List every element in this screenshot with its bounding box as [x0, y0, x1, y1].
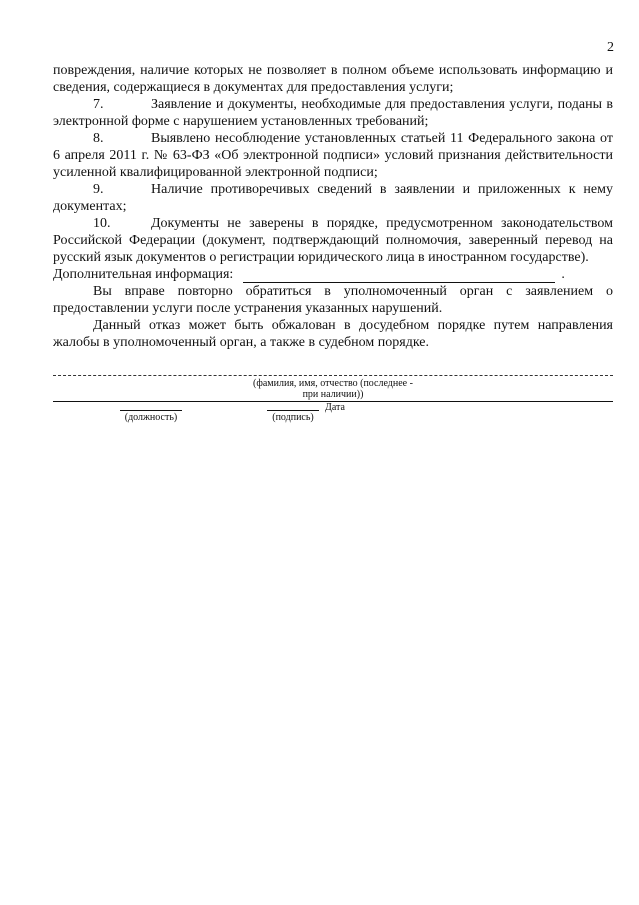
signature-field[interactable]: [265, 410, 321, 423]
item-number: 7.: [93, 97, 104, 112]
item-number: 8.: [93, 131, 104, 146]
additional-info-label: Дополнительная информация:: [53, 267, 234, 282]
item-number: 9.: [93, 182, 104, 197]
position-label: (должность): [124, 412, 178, 423]
item-text: Наличие противоречивых сведений в заявлении и приложенных к нему документах;: [53, 182, 613, 214]
page-number: 2: [607, 40, 614, 55]
document-body: [53, 62, 613, 351]
paragraph-continuation: [53, 62, 613, 96]
signature-row: [53, 402, 613, 426]
date-label: Дата: [325, 402, 345, 413]
list-item-8: [53, 130, 613, 181]
item-number: 10.: [93, 216, 111, 231]
list-item-9: [53, 181, 613, 215]
signature-label: (подпись): [272, 412, 314, 423]
repeat-text: Вы вправе повторно обратиться в уполномоченный орган с заявлением о предоставлении услуги после устранения указанных нарушений.: [53, 284, 613, 316]
item-text: Заявление и документы, необходимые для предоставления услуги, поданы в электронной форме с нарушением установленных требований;: [53, 97, 613, 129]
top-divider: [53, 375, 613, 376]
additional-info: [53, 266, 613, 283]
list-item-7: [53, 96, 613, 130]
item-text: Выявлено несоблюдение установленных статьей 11 Федерального закона от 6 апреля 2011 г. № 63-ФЗ «Об электронной подписи» условий признания действительности усиленной квалифицированной электронной подписи;: [53, 131, 613, 180]
paragraph-text: повреждения, наличие которых не позволяет в полном объеме использовать информацию и сведения, содержащиеся в документах для предоставления услуги;: [53, 63, 613, 95]
item-text: Документы не заверены в порядке, предусмотренном законодательством Российской Федерации (документ, подтверждающий полномочия, заверенный перевод на русский язык документов о регистрации юридического лица в иностранном государстве).: [53, 216, 613, 265]
fio-caption-line2: при наличии)): [302, 389, 364, 400]
signature-block: [53, 375, 613, 426]
additional-info-end: .: [561, 267, 565, 282]
fio-caption-line1: (фамилия, имя, отчество (последнее -: [253, 378, 413, 389]
appeal-text: Данный отказ может быть обжалован в досудебном порядке путем направления жалобы в уполномоченный орган, а также в судебном порядке.: [53, 318, 613, 350]
position-field[interactable]: [115, 410, 187, 423]
list-item-10: [53, 215, 613, 266]
appeal-paragraph: [53, 317, 613, 351]
fio-caption: [53, 378, 613, 400]
repeat-request-paragraph: [53, 283, 613, 317]
additional-info-field[interactable]: [243, 268, 555, 283]
